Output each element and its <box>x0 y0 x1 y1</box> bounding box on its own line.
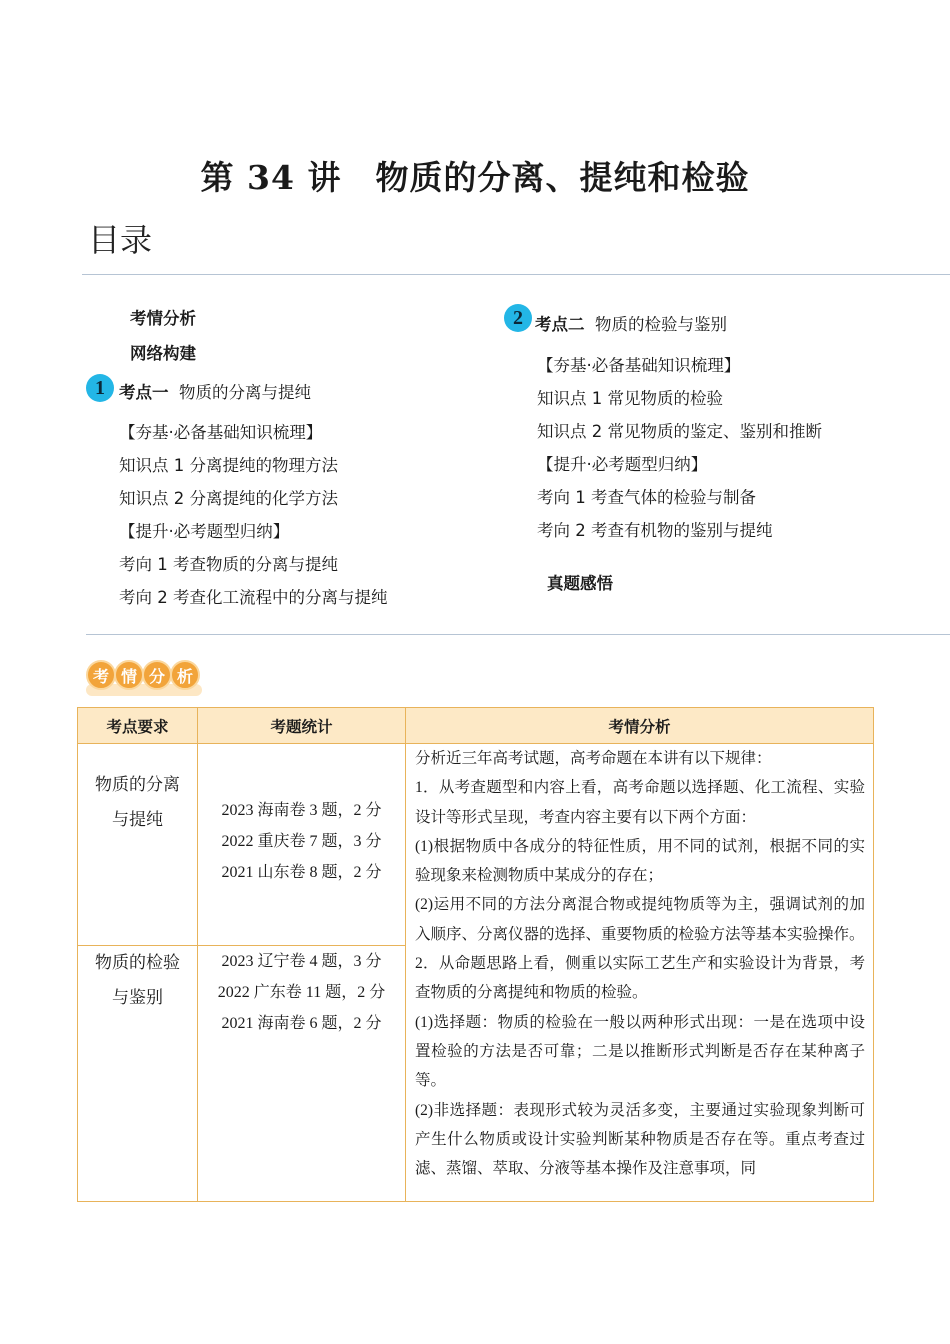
number-one-icon: 1 <box>86 374 114 402</box>
point2-label: 考点二 <box>535 315 585 334</box>
toc-right-direction2-link[interactable]: 考向 2 考查有机物的鉴别与提纯 <box>537 521 773 540</box>
point1-title: 物质的分离与提纯 <box>179 383 311 402</box>
toc-left-knowledge1-link[interactable]: 知识点 1 分离提纯的物理方法 <box>119 456 338 475</box>
toc-left-knowledge2-link[interactable]: 知识点 2 分离提纯的化学方法 <box>119 489 338 508</box>
point2-title: 物质的检验与鉴别 <box>595 315 727 334</box>
exam-analysis-table <box>77 707 874 1202</box>
requirement-line: 与提纯 <box>112 810 163 830</box>
analysis-paragraph: (1)选择题：物质的检验在一般以两种形式出现：一是在选项中设置检验的方法是否可靠；二是以推断形式判断是否存在某种离子等。 <box>415 1013 865 1090</box>
analysis-paragraph: (2)运用不同的方法分离混合物或提纯物质等为主，强调试剂的加入顺序、分离仪器的选择、重要物质的检验方法等基本实验操作。 <box>415 896 865 943</box>
analysis-paragraph: 分析近三年高考试题，高考命题在本讲有以下规律： <box>415 750 772 767</box>
requirement-line: 物质的分离 <box>95 775 180 795</box>
badge-char-3: 分 <box>142 660 172 690</box>
toc-left-direction2-link[interactable]: 考向 2 考查化工流程中的分离与提纯 <box>119 588 388 607</box>
toc-heading: 目录 <box>88 221 153 259</box>
toc-left-foundation-link[interactable]: 【夯基·必备基础知识梳理】 <box>119 423 323 442</box>
stats-line: 2022 重庆卷 7 题，3 分 <box>221 833 382 850</box>
header-analysis: 考情分析 <box>406 708 874 744</box>
analysis-paragraph: 1．从考查题型和内容上看，高考命题以选择题、化工流程、实验设计等形式呈现，考查内容主要有以下两个方面： <box>415 779 865 826</box>
toc-left-direction1-link[interactable]: 考向 1 考查物质的分离与提纯 <box>119 555 338 574</box>
divider-bottom <box>86 634 950 635</box>
badge-char-1: 考 <box>86 660 116 690</box>
toc-left-improve-link[interactable]: 【提升·必考题型归纳】 <box>119 522 290 541</box>
point1-label: 考点一 <box>119 383 169 402</box>
stats-line: 2023 海南卷 3 题，2 分 <box>221 802 382 819</box>
header-requirement: 考点要求 <box>78 708 198 744</box>
stats-line: 2023 辽宁卷 4 题，3 分 <box>221 953 382 970</box>
toc-right-direction1-link[interactable]: 考向 1 考查气体的检验与制备 <box>537 488 756 507</box>
analysis-paragraph: (1)根据物质中各成分的特征性质，用不同的试剂，根据不同的实验现象来检测物质中某成分的存在； <box>415 837 865 885</box>
toc-point2-link[interactable] <box>535 311 727 335</box>
toc-point1-link[interactable] <box>119 379 311 403</box>
toc-right-foundation-link[interactable]: 【夯基·必备基础知识梳理】 <box>537 356 741 375</box>
badge-char-2: 情 <box>114 660 144 690</box>
number-two-icon: 2 <box>504 304 532 332</box>
toc-real-exam-link[interactable]: 真题感悟 <box>547 574 613 593</box>
requirement-line: 与鉴别 <box>112 988 163 1008</box>
toc-right-knowledge2-link[interactable]: 知识点 2 常见物质的鉴定、鉴别和推断 <box>537 422 822 441</box>
page-title: 第 34 讲 物质的分离、提纯和检验 <box>200 158 750 197</box>
badge-char-4: 析 <box>170 660 200 690</box>
stats-cell <box>198 744 406 946</box>
analysis-paragraph: (2)非选择题：表现形式较为灵活多变，主要通过实验现象判断可产生什么物质或设计实验判断某种物质是否存在等。重点考查过滤、蒸馏、萃取、分液等基本操作及注意事项，同 <box>415 1101 865 1178</box>
analysis-cell <box>406 744 874 1202</box>
toc-right-knowledge1-link[interactable]: 知识点 1 常见物质的检验 <box>537 389 723 408</box>
table-row <box>78 744 874 946</box>
toc-exam-analysis-link[interactable]: 考情分析 <box>130 309 196 328</box>
divider-top <box>82 274 950 275</box>
toc-network-link[interactable]: 网络构建 <box>130 344 196 363</box>
analysis-paragraph: 2．从命题思路上看，侧重以实际工艺生产和实验设计为背景，考查物质的分离提纯和物质的检验。 <box>415 955 865 1002</box>
stats-line: 2021 海南卷 6 题，2 分 <box>221 1015 382 1032</box>
stats-line: 2022 广东卷 11 题，2 分 <box>217 984 386 1001</box>
requirement-cell <box>78 946 198 1202</box>
toc-right-improve-link[interactable]: 【提升·必考题型归纳】 <box>537 455 708 474</box>
requirement-line: 物质的检验 <box>95 953 180 973</box>
header-statistics: 考题统计 <box>198 708 406 744</box>
table-header-row <box>78 708 874 744</box>
stats-cell <box>198 946 406 1202</box>
stats-line: 2021 山东卷 8 题，2 分 <box>221 864 382 881</box>
requirement-cell <box>78 744 198 946</box>
